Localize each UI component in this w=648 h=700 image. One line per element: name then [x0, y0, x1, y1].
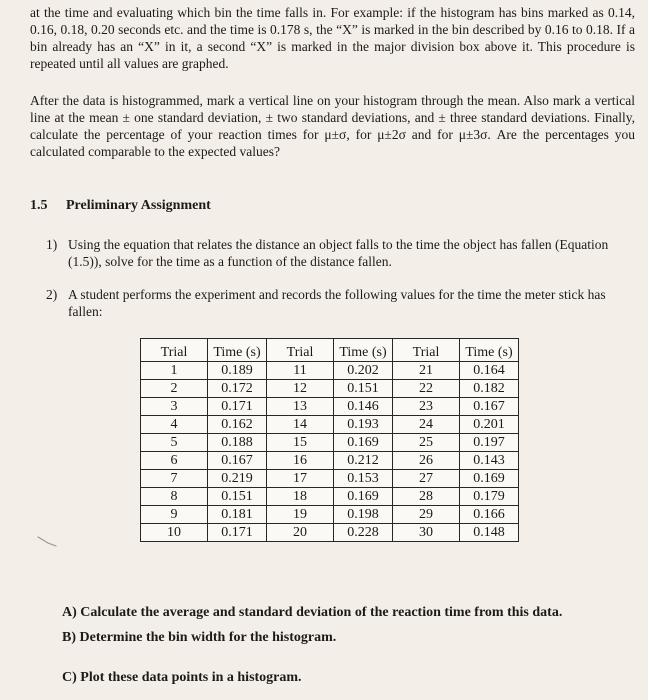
time-cell: 0.219 — [208, 470, 267, 488]
trial-cell: 12 — [267, 380, 334, 398]
table-row — [141, 434, 519, 452]
time-cell: 0.169 — [334, 488, 393, 506]
trial-cell: 29 — [393, 506, 460, 524]
trial-cell: 28 — [393, 488, 460, 506]
time-cell: 0.212 — [334, 452, 393, 470]
trial-cell: 1 — [141, 362, 208, 380]
header-trial: Trial — [393, 339, 460, 362]
trial-cell: 4 — [141, 416, 208, 434]
table-row — [141, 398, 519, 416]
time-cell: 0.162 — [208, 416, 267, 434]
table-row — [141, 524, 519, 542]
question-b: B) Determine the bin width for the histogram. — [62, 630, 337, 645]
trial-cell: 20 — [267, 524, 334, 542]
table-header-row — [141, 339, 519, 362]
time-cell: 0.201 — [460, 416, 519, 434]
header-trial: Trial — [267, 339, 334, 362]
trial-cell: 22 — [393, 380, 460, 398]
table-row — [141, 362, 519, 380]
pen-mark — [36, 535, 58, 549]
time-cell: 0.189 — [208, 362, 267, 380]
time-cell: 0.197 — [460, 434, 519, 452]
item-number: 2) — [46, 287, 58, 302]
time-cell: 0.167 — [460, 398, 519, 416]
trial-cell: 23 — [393, 398, 460, 416]
trial-cell: 30 — [393, 524, 460, 542]
table-row — [141, 506, 519, 524]
trial-cell: 2 — [141, 380, 208, 398]
trial-cell: 27 — [393, 470, 460, 488]
header-trial: Trial — [141, 339, 208, 362]
trial-cell: 3 — [141, 398, 208, 416]
time-cell: 0.193 — [334, 416, 393, 434]
trial-cell: 11 — [267, 362, 334, 380]
time-cell: 0.171 — [208, 398, 267, 416]
table-row — [141, 380, 519, 398]
section-heading — [30, 198, 211, 214]
trial-cell: 17 — [267, 470, 334, 488]
header-time: Time (s) — [334, 339, 393, 362]
trial-cell: 9 — [141, 506, 208, 524]
reaction-time-table-wrapper — [140, 338, 519, 542]
trial-cell: 10 — [141, 524, 208, 542]
question-a: A) Calculate the average and standard deviation of the reaction time from this data. — [62, 605, 563, 620]
trial-cell: 15 — [267, 434, 334, 452]
trial-cell: 26 — [393, 452, 460, 470]
time-cell: 0.166 — [460, 506, 519, 524]
trial-cell: 21 — [393, 362, 460, 380]
time-cell: 0.164 — [460, 362, 519, 380]
time-cell: 0.146 — [334, 398, 393, 416]
time-cell: 0.171 — [208, 524, 267, 542]
header-time: Time (s) — [208, 339, 267, 362]
time-cell: 0.153 — [334, 470, 393, 488]
trial-cell: 13 — [267, 398, 334, 416]
trial-cell: 18 — [267, 488, 334, 506]
trial-cell: 5 — [141, 434, 208, 452]
trial-cell: 7 — [141, 470, 208, 488]
assignment-item-2 — [46, 286, 626, 320]
trial-cell: 14 — [267, 416, 334, 434]
time-cell: 0.188 — [208, 434, 267, 452]
trial-cell: 25 — [393, 434, 460, 452]
section-number: 1.5 — [30, 198, 48, 213]
time-cell: 0.169 — [460, 470, 519, 488]
table-row — [141, 416, 519, 434]
time-cell: 0.151 — [334, 380, 393, 398]
time-cell: 0.172 — [208, 380, 267, 398]
time-cell: 0.148 — [460, 524, 519, 542]
time-cell: 0.181 — [208, 506, 267, 524]
time-cell: 0.151 — [208, 488, 267, 506]
time-cell: 0.182 — [460, 380, 519, 398]
trial-cell: 24 — [393, 416, 460, 434]
time-cell: 0.179 — [460, 488, 519, 506]
header-time: Time (s) — [460, 339, 519, 362]
assignment-item-1 — [46, 236, 626, 270]
time-cell: 0.198 — [334, 506, 393, 524]
trial-cell: 19 — [267, 506, 334, 524]
time-cell: 0.228 — [334, 524, 393, 542]
time-cell: 0.169 — [334, 434, 393, 452]
intro-paragraph: at the time and evaluating which bin the time falls in. For example: if the histogram has bins marked as 0.14, 0.16, 0.18, 0.20 seconds etc. and the time is 0.178 s, the “X” is marked in the bin described by 0.16 to 0.18. If a bin already has an “X” in it, a second “X” is marked in the major division box above it. This procedure is repeated until all values are graphed. — [30, 5, 635, 71]
time-cell: 0.202 — [334, 362, 393, 380]
table-row — [141, 470, 519, 488]
table-row — [141, 488, 519, 506]
item-text: Using the equation that relates the distance an object falls to the time the object has fallen (Equation (1.5)), solve for the time as a function of the distance fallen. — [68, 237, 609, 269]
table-row — [141, 452, 519, 470]
time-cell: 0.167 — [208, 452, 267, 470]
trial-cell: 6 — [141, 452, 208, 470]
item-text: A student performs the experiment and records the following values for the time the meter stick has fallen: — [68, 287, 606, 319]
mean-paragraph: After the data is histogrammed, mark a vertical line on your histogram through the mean. Also mark a vertical line at the mean ± one standard deviation, ± two standard deviations, and ± three standard deviations. Finally, calculate the percentage of your reaction times for μ±σ, for μ±2σ and for μ±3σ. Are the percentages you calculated comparable to the expected values? — [30, 93, 635, 159]
question-c: C) Plot these data points in a histogram. — [62, 670, 302, 685]
table-body — [141, 362, 519, 542]
trial-cell: 8 — [141, 488, 208, 506]
trial-cell: 16 — [267, 452, 334, 470]
item-number: 1) — [46, 237, 58, 252]
reaction-time-table — [140, 338, 519, 542]
section-title: Preliminary Assignment — [66, 198, 211, 213]
time-cell: 0.143 — [460, 452, 519, 470]
